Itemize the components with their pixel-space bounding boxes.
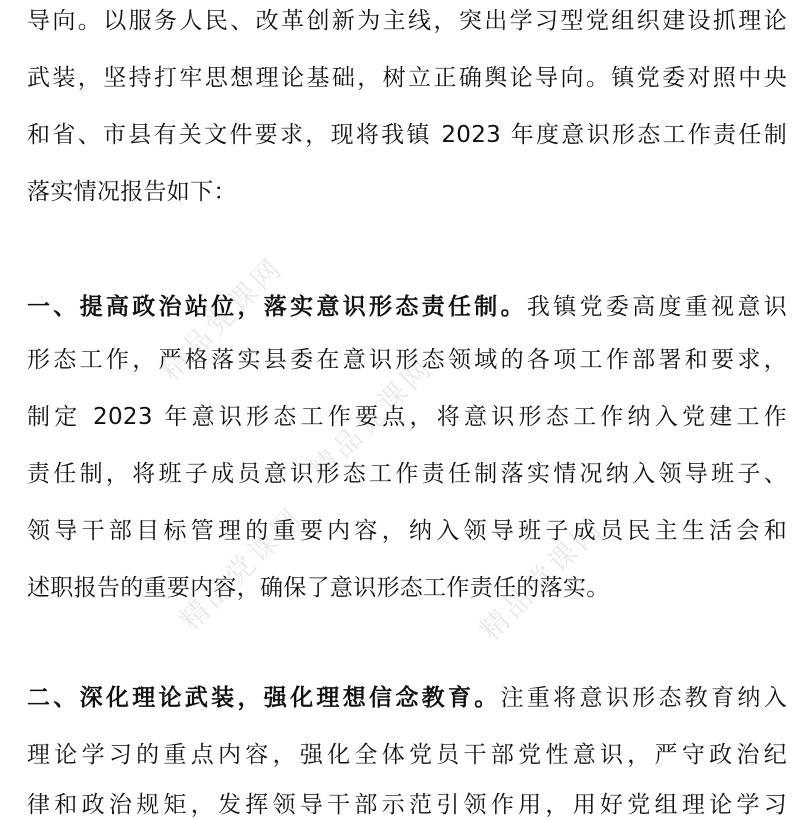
watermark: 精品党课网: [473, 510, 611, 647]
section-text: 我镇党委高度重视意识: [526, 294, 788, 320]
paragraph-line: 责任制，将班子成员意识形态工作责任制落实情况纳入领导班子、: [27, 461, 787, 487]
paragraph-line: 落实情况报告如下：: [27, 179, 237, 205]
section-text: 注重将意识形态教育纳入: [500, 685, 787, 711]
paragraph-line: 领导干部目标管理的重要内容，纳入领导班子成员民主生活会和: [27, 518, 787, 544]
watermark: 精品党课网: [173, 500, 311, 637]
paragraph-line: 律和政治规矩，发挥领导干部示范引领作用，用好党组理论学习: [27, 792, 787, 818]
section-first-line: [27, 683, 787, 713]
paragraph-line: 武装，坚持打牢思想理论基础，树立正确舆论导向。镇党委对照中央: [27, 65, 787, 91]
watermark: 精品党课网: [303, 350, 441, 487]
paragraph-line: 导向。以服务人民、改革创新为主线，突出学习型党组织建设抓理论: [27, 8, 787, 34]
section-heading: 一、提高政治站位，落实意识形态责任制。: [27, 294, 527, 320]
paragraph-line: 形态工作，严格落实县委在意识形态领域的各项工作部署和要求，: [27, 347, 787, 373]
paragraph-line: 述职报告的重要内容，确保了意识形态工作责任的落实。: [27, 575, 610, 601]
paragraph-line: 理论学习的重点内容，强化全体党员干部党性意识，严守政治纪: [27, 742, 787, 768]
paragraph-line: 和省、市县有关文件要求，现将我镇 2023 年度意识形态工作责任制: [27, 122, 787, 148]
watermark: 精品党课网: [153, 250, 291, 387]
section-heading: 二、深化理论武装，强化理想信念教育。: [27, 685, 501, 711]
paragraph-line: 制定 2023 年意识形态工作要点，将意识形态工作纳入党建工作: [27, 404, 787, 430]
section-first-line: [27, 292, 787, 322]
